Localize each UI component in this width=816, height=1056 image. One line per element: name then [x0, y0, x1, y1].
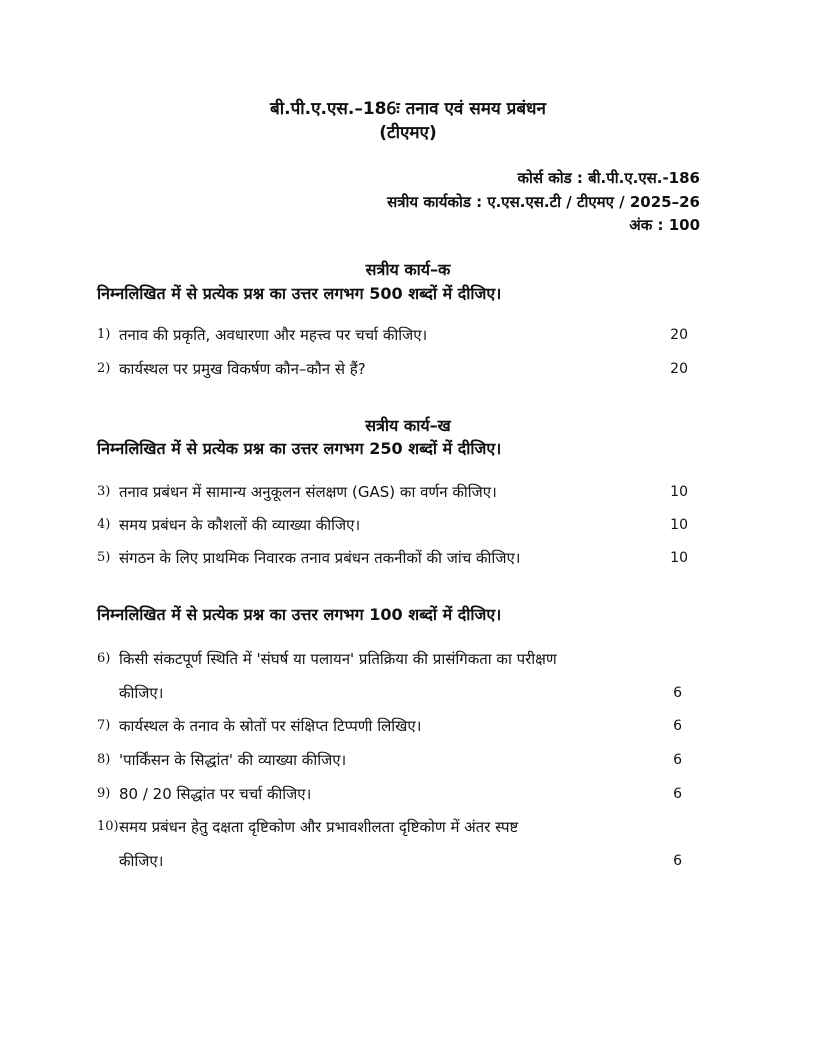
section-b-title: सत्रीय कार्य–ख	[365, 416, 451, 435]
question-item	[97, 649, 697, 709]
question-marks: 20	[670, 361, 688, 377]
question-text: संगठन के लिए प्राथमिक निवारक तनाव प्रबंधन तकनीकों की जांच कीजिए।	[119, 549, 521, 567]
question-marks: 10	[670, 484, 688, 500]
document-subtitle: (टीएमए)	[379, 123, 437, 143]
question-text: तनाव की प्रकृति, अवधारणा और महत्त्व पर चर्चा कीजिए।	[119, 326, 428, 344]
question-number: 4)	[97, 517, 111, 532]
section-c-instruction: निम्नलिखित में से प्रत्येक प्रश्न का उत्तर लगभग 100 शब्दों में दीजिए।	[97, 605, 502, 624]
total-marks: अंक : 100	[629, 216, 700, 234]
question-number: 2)	[97, 361, 111, 376]
question-number: 10)	[97, 819, 119, 834]
question-text: किसी संकटपूर्ण स्थिति में 'संघर्ष या पलायन' प्रतिक्रिया की प्रासंगिकता का परीक्षण	[119, 650, 557, 668]
question-text: तनाव प्रबंधन में सामान्य अनुकूलन संलक्षण (GAS) का वर्णन कीजिए।	[119, 483, 497, 501]
question-number: 5)	[97, 550, 111, 565]
question-number: 3)	[97, 484, 111, 499]
question-text: 80 / 20 सिद्धांत पर चर्चा कीजिए।	[119, 785, 312, 803]
question-marks: 6	[673, 718, 682, 734]
question-marks: 6	[673, 752, 682, 768]
question-marks: 20	[670, 327, 688, 343]
question-marks: 10	[670, 550, 688, 566]
section-a-title: सत्रीय कार्य–क	[365, 260, 451, 279]
question-marks: 6	[673, 853, 682, 869]
question-number: 9)	[97, 786, 111, 801]
question-marks: 6	[673, 786, 682, 802]
question-text-continued: कीजिए।	[119, 852, 164, 870]
question-number: 8)	[97, 752, 111, 767]
question-number: 1)	[97, 327, 111, 342]
question-text: 'पार्किंसन के सिद्धांत' की व्याख्या कीजिए।	[119, 751, 347, 769]
course-code: कोर्स कोड : बी.पी.ए.एस.-186	[517, 169, 700, 187]
document-title: बी.पी.ए.एस.–186ः तनाव एवं समय प्रबंधन	[270, 99, 546, 119]
question-number: 6)	[97, 651, 111, 666]
question-marks: 10	[670, 517, 688, 533]
section-b-instruction: निम्नलिखित में से प्रत्येक प्रश्न का उत्तर लगभग 250 शब्दों में दीजिए।	[97, 439, 502, 458]
question-text: कार्यस्थल पर प्रमुख विकर्षण कौन–कौन से हैं?	[119, 360, 366, 378]
question-text-continued: कीजिए।	[119, 684, 164, 702]
question-item	[97, 817, 697, 877]
question-text: समय प्रबंधन के कौशलों की व्याख्या कीजिए।	[119, 516, 361, 534]
question-marks: 6	[673, 685, 682, 701]
question-text: कार्यस्थल के तनाव के स्रोतों पर संक्षिप्त टिप्पणी लिखिए।	[119, 717, 422, 735]
question-text: समय प्रबंधन हेतु दक्षता दृष्टिकोण और प्रभावशीलता दृष्टिकोण में अंतर स्पष्ट	[119, 818, 519, 836]
assignment-code: सत्रीय कार्यकोड : ए.एस.एस.टी / टीएमए / 2025–26	[387, 193, 700, 211]
question-number: 7)	[97, 718, 111, 733]
section-a-instruction: निम्नलिखित में से प्रत्येक प्रश्न का उत्तर लगभग 500 शब्दों में दीजिए।	[97, 284, 502, 303]
